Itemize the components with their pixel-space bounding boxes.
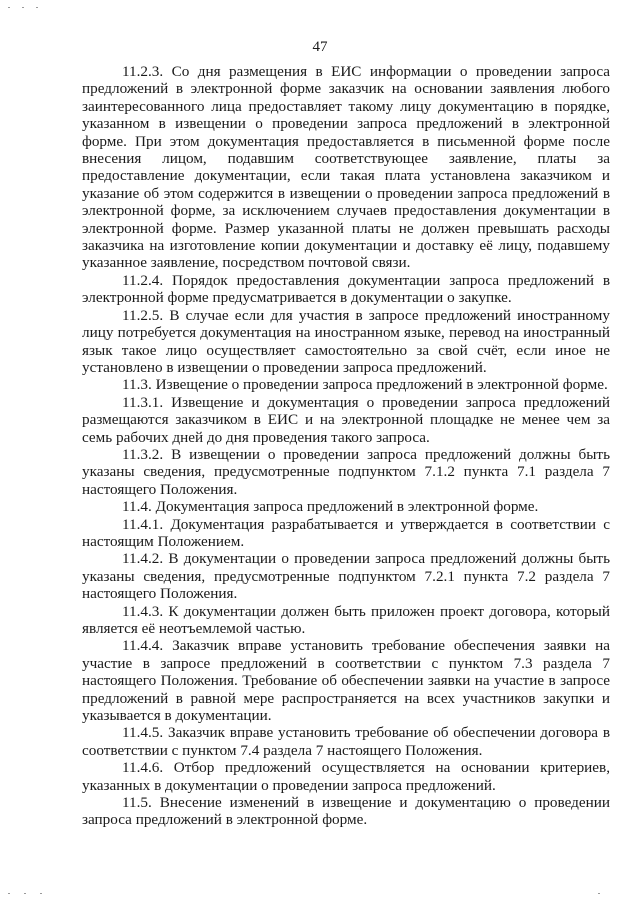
paragraph-11-3-2: 11.3.2. В извещении о проведении запроса предложений должны быть указаны сведения, предусмотренные подпунктом 7.1.2 пункта 7.1 раздела 7 настоящего Положения. — [82, 445, 610, 498]
paragraph-11-3: 11.3. Извещение о проведении запроса предложений в электронной форме. — [122, 376, 608, 394]
document-body — [82, 63, 610, 829]
scan-speck — [8, 893, 10, 894]
paragraph-11-4-2: 11.4.2. В документации о проведении запроса предложений должны быть указаны сведения, предусмотренные подпунктом 7.2.1 пункта 7.2 раздела 7 настоящего Положения. — [82, 550, 610, 603]
paragraph-11-4-4: 11.4.4. Заказчик вправе установить требование обеспечения заявки на участие в запросе предложений в соответствии с пунктом 7.3 раздела 7 настоящего Положения. Требование об обеспечении заявки на участие в запросе предложений в равной мере распространяется на всех участников закупки и указывается в документации. — [82, 637, 610, 725]
paragraph-11-4-3: 11.4.3. К документации должен быть приложен проект договора, который является её неотъемлемой частью. — [82, 602, 610, 637]
scan-speck — [40, 893, 42, 894]
paragraph-11-3-1: 11.3.1. Извещение и документация о проведении запроса предложений размещаются заказчиком в ЕИС и на электронной площадке не менее чем за семь рабочих дней до дня проведения такого запроса. — [82, 393, 610, 446]
paragraph-11-5: 11.5. Внесение изменений в извещение и документацию о проведении запроса предложений в электронной форме. — [82, 794, 610, 829]
paragraph-11-4-1: 11.4.1. Документация разрабатывается и утверждается в соответствии с настоящим Положением. — [82, 515, 610, 550]
scan-speck — [36, 7, 38, 8]
paragraph-11-2-5: 11.2.5. В случае если для участия в запросе предложений иностранному лицу потребуется документация на иностранном языке, перевод на иностранный язык такое лицо осуществляет самостоятельно за свой счёт, если иное не установлено в извещении о проведении запроса предложений. — [82, 306, 610, 376]
scan-speck — [8, 7, 10, 8]
paragraph-11-4-6: 11.4.6. Отбор предложений осуществляется на основании критериев, указанных в документации о проведении запроса предложений. — [82, 759, 610, 794]
paragraph-11-4-5: 11.4.5. Заказчик вправе установить требование об обеспечении договора в соответствии с пунктом 7.4 раздела 7 настоящего Положения. — [82, 724, 610, 759]
scan-speck — [598, 893, 600, 894]
paragraph-11-2-4: 11.2.4. Порядок предоставления документации запроса предложений в электронной форме предусматривается в документации о закупке. — [82, 271, 610, 307]
page-number: 47 — [312, 39, 328, 55]
scan-speck — [24, 893, 26, 894]
paragraph-11-4: 11.4. Документация запроса предложений в электронной форме. — [122, 498, 539, 516]
scan-speck — [22, 7, 24, 8]
paragraph-11-2-3: 11.2.3. Со дня размещения в ЕИС информации о проведении запроса предложений в электронной форме заказчик на основании заявления любого заинтересованного лица предоставляет такому лицу документацию в порядке, указанном в извещении о проведении запроса предложений в электронной форме. При этом документация предоставляется в письменной форме после внесения лицом, подавшим соответствующее заявление, платы за предоставление документации, если такая плата установлена заказчиком и указание об этом содержится в извещении о проведении запроса предложений в электронной форме, за исключением случаев предоставления документации в электронной форме. Размер указанной платы не должен превышать расходы заказчика на изготовление копии документации и доставку её лицу, подавшему указанное заявление, посредством почтовой связи. — [82, 63, 610, 272]
